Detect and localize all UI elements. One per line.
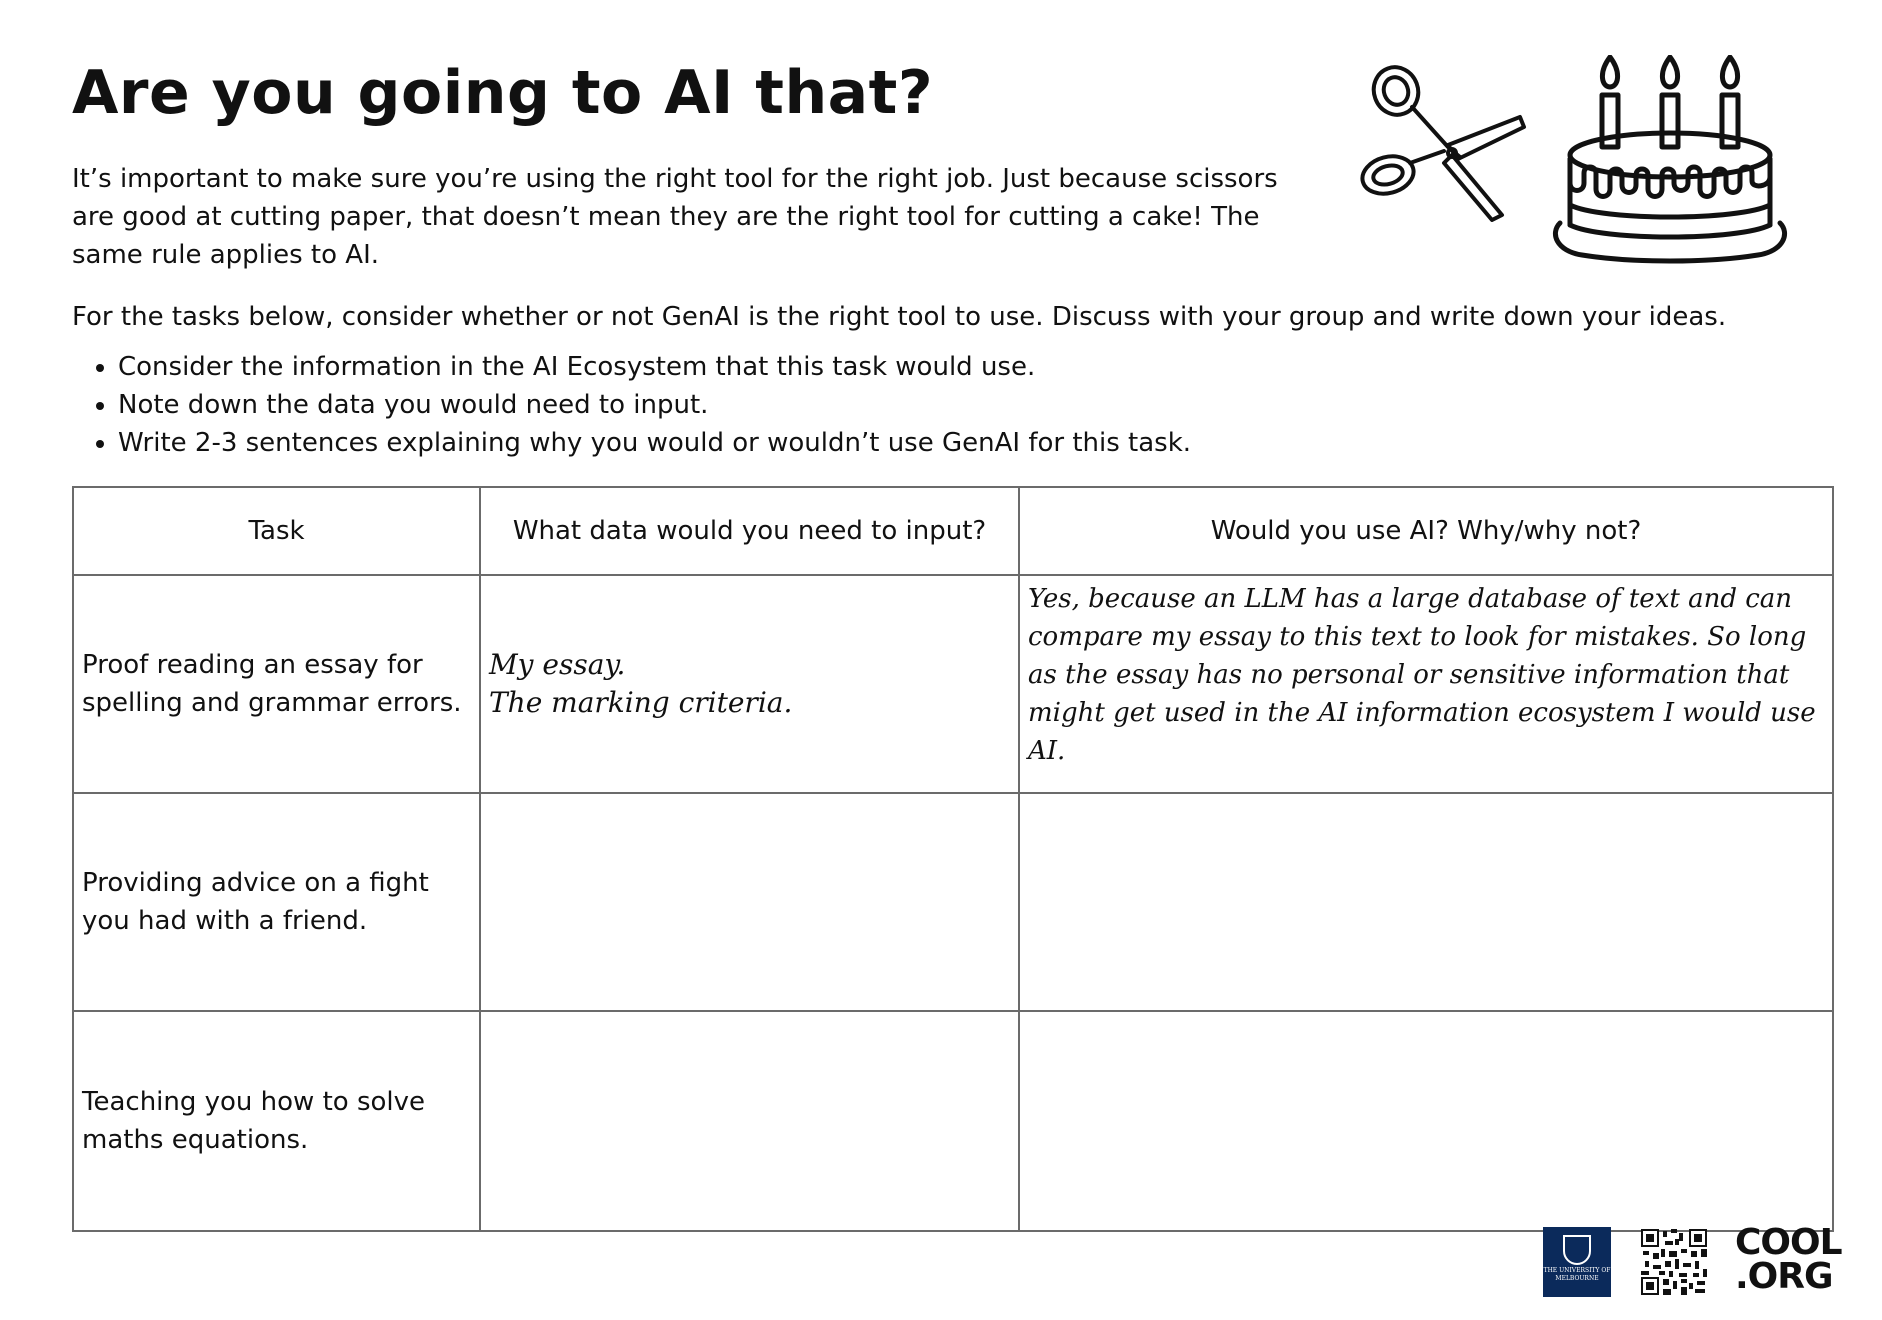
university-logo-line: THE UNIVERSITY OF — [1543, 1267, 1611, 1274]
university-logo — [1543, 1227, 1611, 1297]
table-row — [73, 793, 1833, 1011]
scissors-icon — [1352, 55, 1532, 225]
data-input-cell[interactable] — [480, 575, 1019, 793]
table-row — [73, 575, 1833, 793]
table-row — [73, 1011, 1833, 1231]
column-header-task: Task — [73, 487, 480, 575]
list-item: • Write 2-3 sentences explaining why you would or wouldn’t use GenAI for this task. — [118, 424, 1191, 462]
answer-cell[interactable] — [1019, 793, 1833, 1011]
handwritten-data-line: The marking criteria. — [489, 686, 793, 719]
table-header-row — [73, 487, 1833, 575]
answer-cell[interactable] — [1019, 1011, 1833, 1231]
instructions-paragraph: For the tasks below, consider whether or not GenAI is the right tool to use. Discuss with your group and write down your ideas. — [72, 302, 1727, 332]
list-item: • Consider the information in the AI Ecosystem that this task would use. — [118, 348, 1191, 386]
column-header-use-ai: Would you use AI? Why/why not? — [1019, 487, 1833, 575]
data-input-cell[interactable] — [480, 793, 1019, 1011]
birthday-cake-icon — [1552, 55, 1792, 275]
qr-code-icon — [1641, 1229, 1707, 1295]
university-crest-icon — [1563, 1235, 1591, 1265]
instruction-list — [72, 348, 1191, 462]
data-input-cell[interactable] — [480, 1011, 1019, 1231]
cool-org-logo — [1735, 1222, 1842, 1297]
cool-logo-line: COOL — [1735, 1222, 1842, 1263]
column-header-data: What data would you need to input? — [480, 487, 1019, 575]
handwritten-data-line: My essay. — [489, 648, 626, 681]
answer-cell[interactable] — [1019, 575, 1833, 793]
task-cell: Proof reading an essay for spelling and grammar errors. — [73, 575, 480, 793]
list-item: • Note down the data you would need to input. — [118, 386, 1191, 424]
task-cell: Providing advice on a fight you had with a friend. — [73, 793, 480, 1011]
cool-logo-line: .ORG — [1735, 1256, 1833, 1297]
task-table — [72, 486, 1834, 1232]
handwritten-answer: Yes, because an LLM has a large database of text and can compare my essay to this text to look for mistakes. So long as the essay has no personal or sensitive information that might get used in the AI information ecosystem I would use AI. — [1028, 584, 1816, 766]
intro-paragraph: It’s important to make sure you’re using the right tool for the right job. Just because scissors are good at cutting paper, that doesn’t mean they are the right tool for cutting a cake! The same rule applies to AI. — [72, 164, 1278, 270]
task-cell: Teaching you how to solve maths equations. — [73, 1011, 480, 1231]
page-title: Are you going to AI that? — [72, 58, 934, 128]
university-logo-line: MELBOURNE — [1555, 1275, 1599, 1282]
